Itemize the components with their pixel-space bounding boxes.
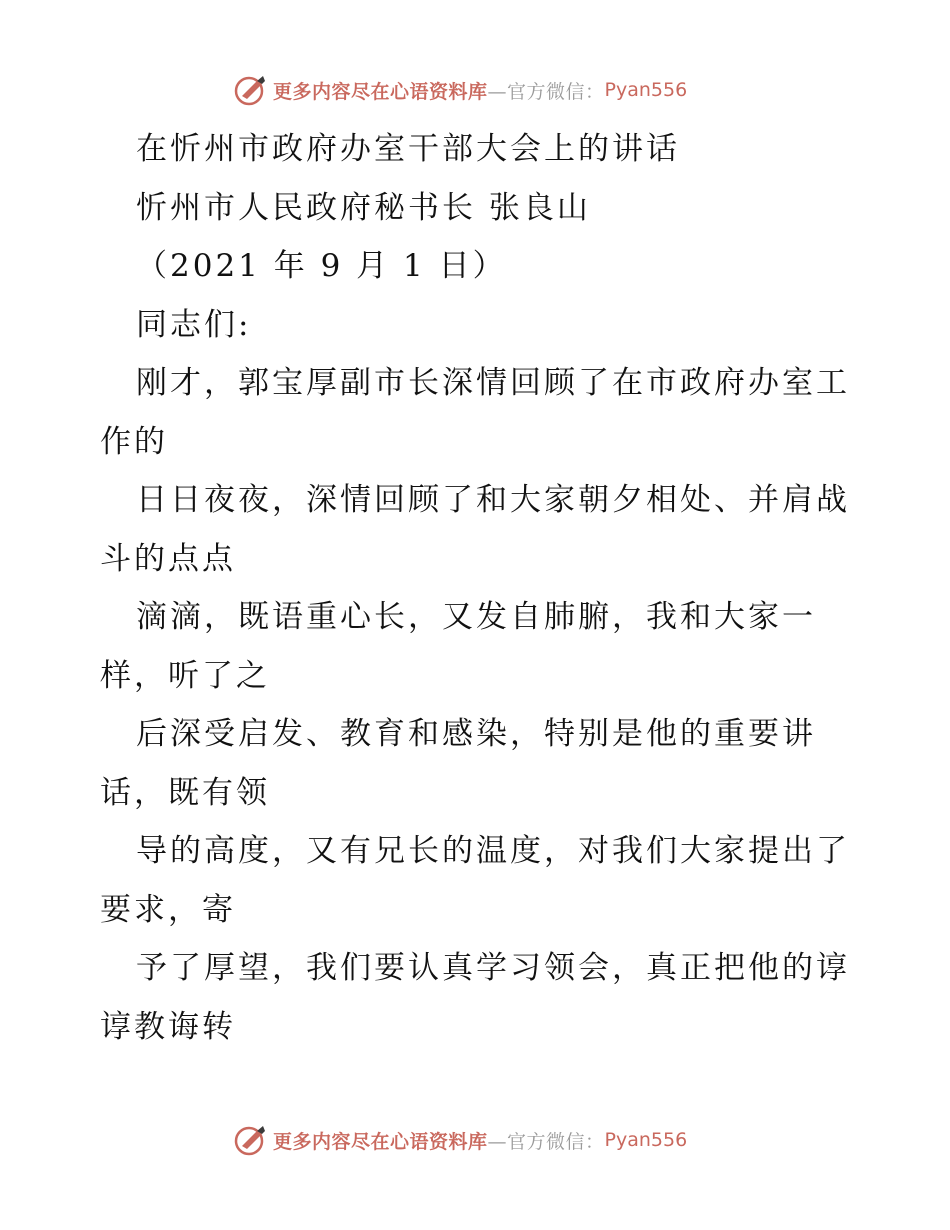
paragraph-line: 后深受启发、教育和感染，特别是他的重要讲 [136, 716, 816, 752]
speech-title: 在忻州市政府办室干部大会上的讲话 [136, 131, 680, 167]
paragraph-line: 斗的点点 [100, 540, 236, 577]
pen-logo-icon [233, 72, 269, 108]
watermark-text: 更多内容尽在心语资料库 [273, 80, 488, 103]
document-body [100, 120, 860, 1056]
watermark-wechat-label: —官方微信： [487, 80, 605, 103]
salutation: 同志们: [136, 306, 252, 343]
watermark-wechat-label: —官方微信： [487, 1130, 605, 1153]
pen-logo-icon [233, 1122, 269, 1158]
watermark-wechat-id: Pyan556 [604, 1129, 688, 1151]
paragraph-line: 谆教诲转 [100, 1008, 236, 1045]
paragraph-line: 话，既有领 [100, 774, 270, 811]
watermark-wechat-id: Pyan556 [604, 79, 688, 101]
paragraph-line: 作的 [100, 423, 168, 460]
paragraph-line: 滴滴，既语重心长，又发自肺腑，我和大家一 [136, 599, 816, 635]
footer-watermark [233, 1122, 687, 1158]
date-line: （2021 年 9 月 1 日） [136, 248, 507, 284]
paragraph-line: 予了厚望，我们要认真学习领会，真正把他的谆 [136, 950, 850, 986]
paragraph-line: 刚才，郭宝厚副市长深情回顾了在市政府办室工 [136, 365, 850, 401]
paragraph-line: 日日夜夜，深情回顾了和大家朝夕相处、并肩战 [136, 482, 850, 518]
speaker-line: 忻州市人民政府秘书长 张良山 [136, 189, 591, 226]
header-watermark [233, 72, 687, 108]
paragraph-line: 导的高度，又有兄长的温度，对我们大家提出了 [136, 833, 850, 869]
watermark-text: 更多内容尽在心语资料库 [273, 1130, 488, 1153]
paragraph-line: 要求，寄 [100, 891, 236, 928]
paragraph-line: 样，听了之 [100, 657, 270, 694]
